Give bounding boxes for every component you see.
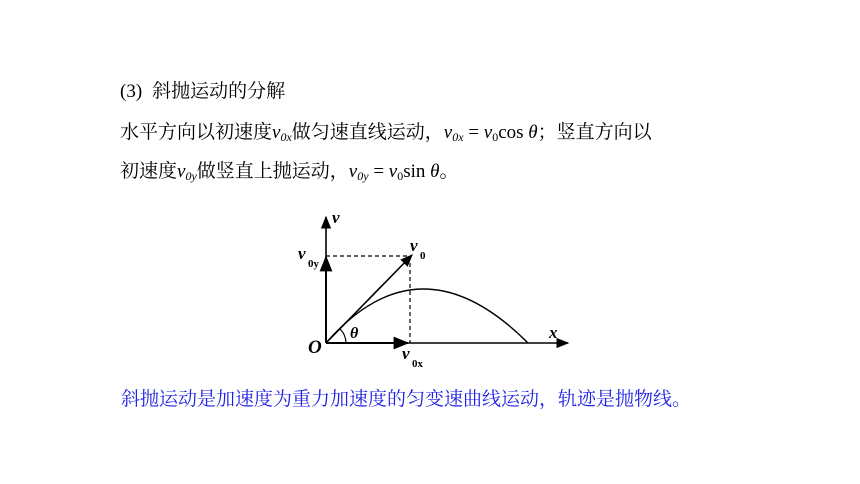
eq-v0y-symbol: v: [348, 161, 358, 182]
section-heading: [120, 76, 285, 103]
line2-text-a: 水平方向以初速度: [120, 121, 273, 143]
x-axis-label: x: [549, 323, 558, 342]
v0x-label: v: [402, 344, 410, 363]
horizontal-component-line: [120, 117, 652, 145]
eq-v0x-symbol: v: [443, 122, 453, 143]
line3-text-c: 。: [439, 160, 459, 182]
eq-cos: cos: [498, 122, 529, 143]
origin-label: O: [308, 337, 322, 358]
line3-text-b: 做竖直上抛运动，: [196, 160, 349, 182]
v0x-label-subscript: 0x: [412, 358, 423, 370]
theta-arc: [340, 329, 346, 343]
v0-label-subscript: 0: [420, 250, 426, 262]
eq-v0-symbol-2: v: [388, 161, 398, 182]
eq-equals: =: [463, 122, 484, 143]
v-axis-label: v: [332, 208, 340, 227]
v0y-label: v: [298, 244, 306, 263]
v0y-symbol: v: [177, 161, 186, 182]
vertical-component-line: [120, 156, 459, 184]
v0y-label-subscript: 0y: [308, 258, 319, 270]
line3-text-a: 初速度: [120, 160, 178, 182]
v0y-subscript: 0y: [185, 169, 197, 183]
eq-theta-2: θ: [430, 161, 440, 182]
eq-v0-symbol: v: [483, 122, 493, 143]
eq-v0-subscript: 0: [492, 130, 499, 144]
eq-v0x-subscript: 0x: [452, 130, 464, 144]
line2-text-c: ；竖直方向以: [537, 121, 652, 143]
eq-equals-2: =: [368, 161, 389, 182]
v0x-symbol: v: [272, 122, 281, 143]
section-title: 斜抛运动的分解: [152, 80, 286, 102]
eq-sin: sin: [403, 161, 431, 182]
eq-v0y-subscript: 0y: [357, 169, 369, 183]
projectile-diagram: [290, 205, 590, 375]
theta-label: θ: [350, 325, 359, 342]
v0-label: v: [410, 236, 418, 255]
summary-caption: 斜抛运动是加速度为重力加速度的匀变速曲线运动，轨迹是抛物线。: [121, 388, 692, 410]
section-number: (3): [120, 81, 143, 102]
v0x-subscript: 0x: [280, 130, 292, 144]
eq-v0-subscript-2: 0: [397, 169, 404, 183]
eq-theta: θ: [528, 122, 538, 143]
line2-text-b: 做匀速直线运动，: [291, 121, 444, 143]
